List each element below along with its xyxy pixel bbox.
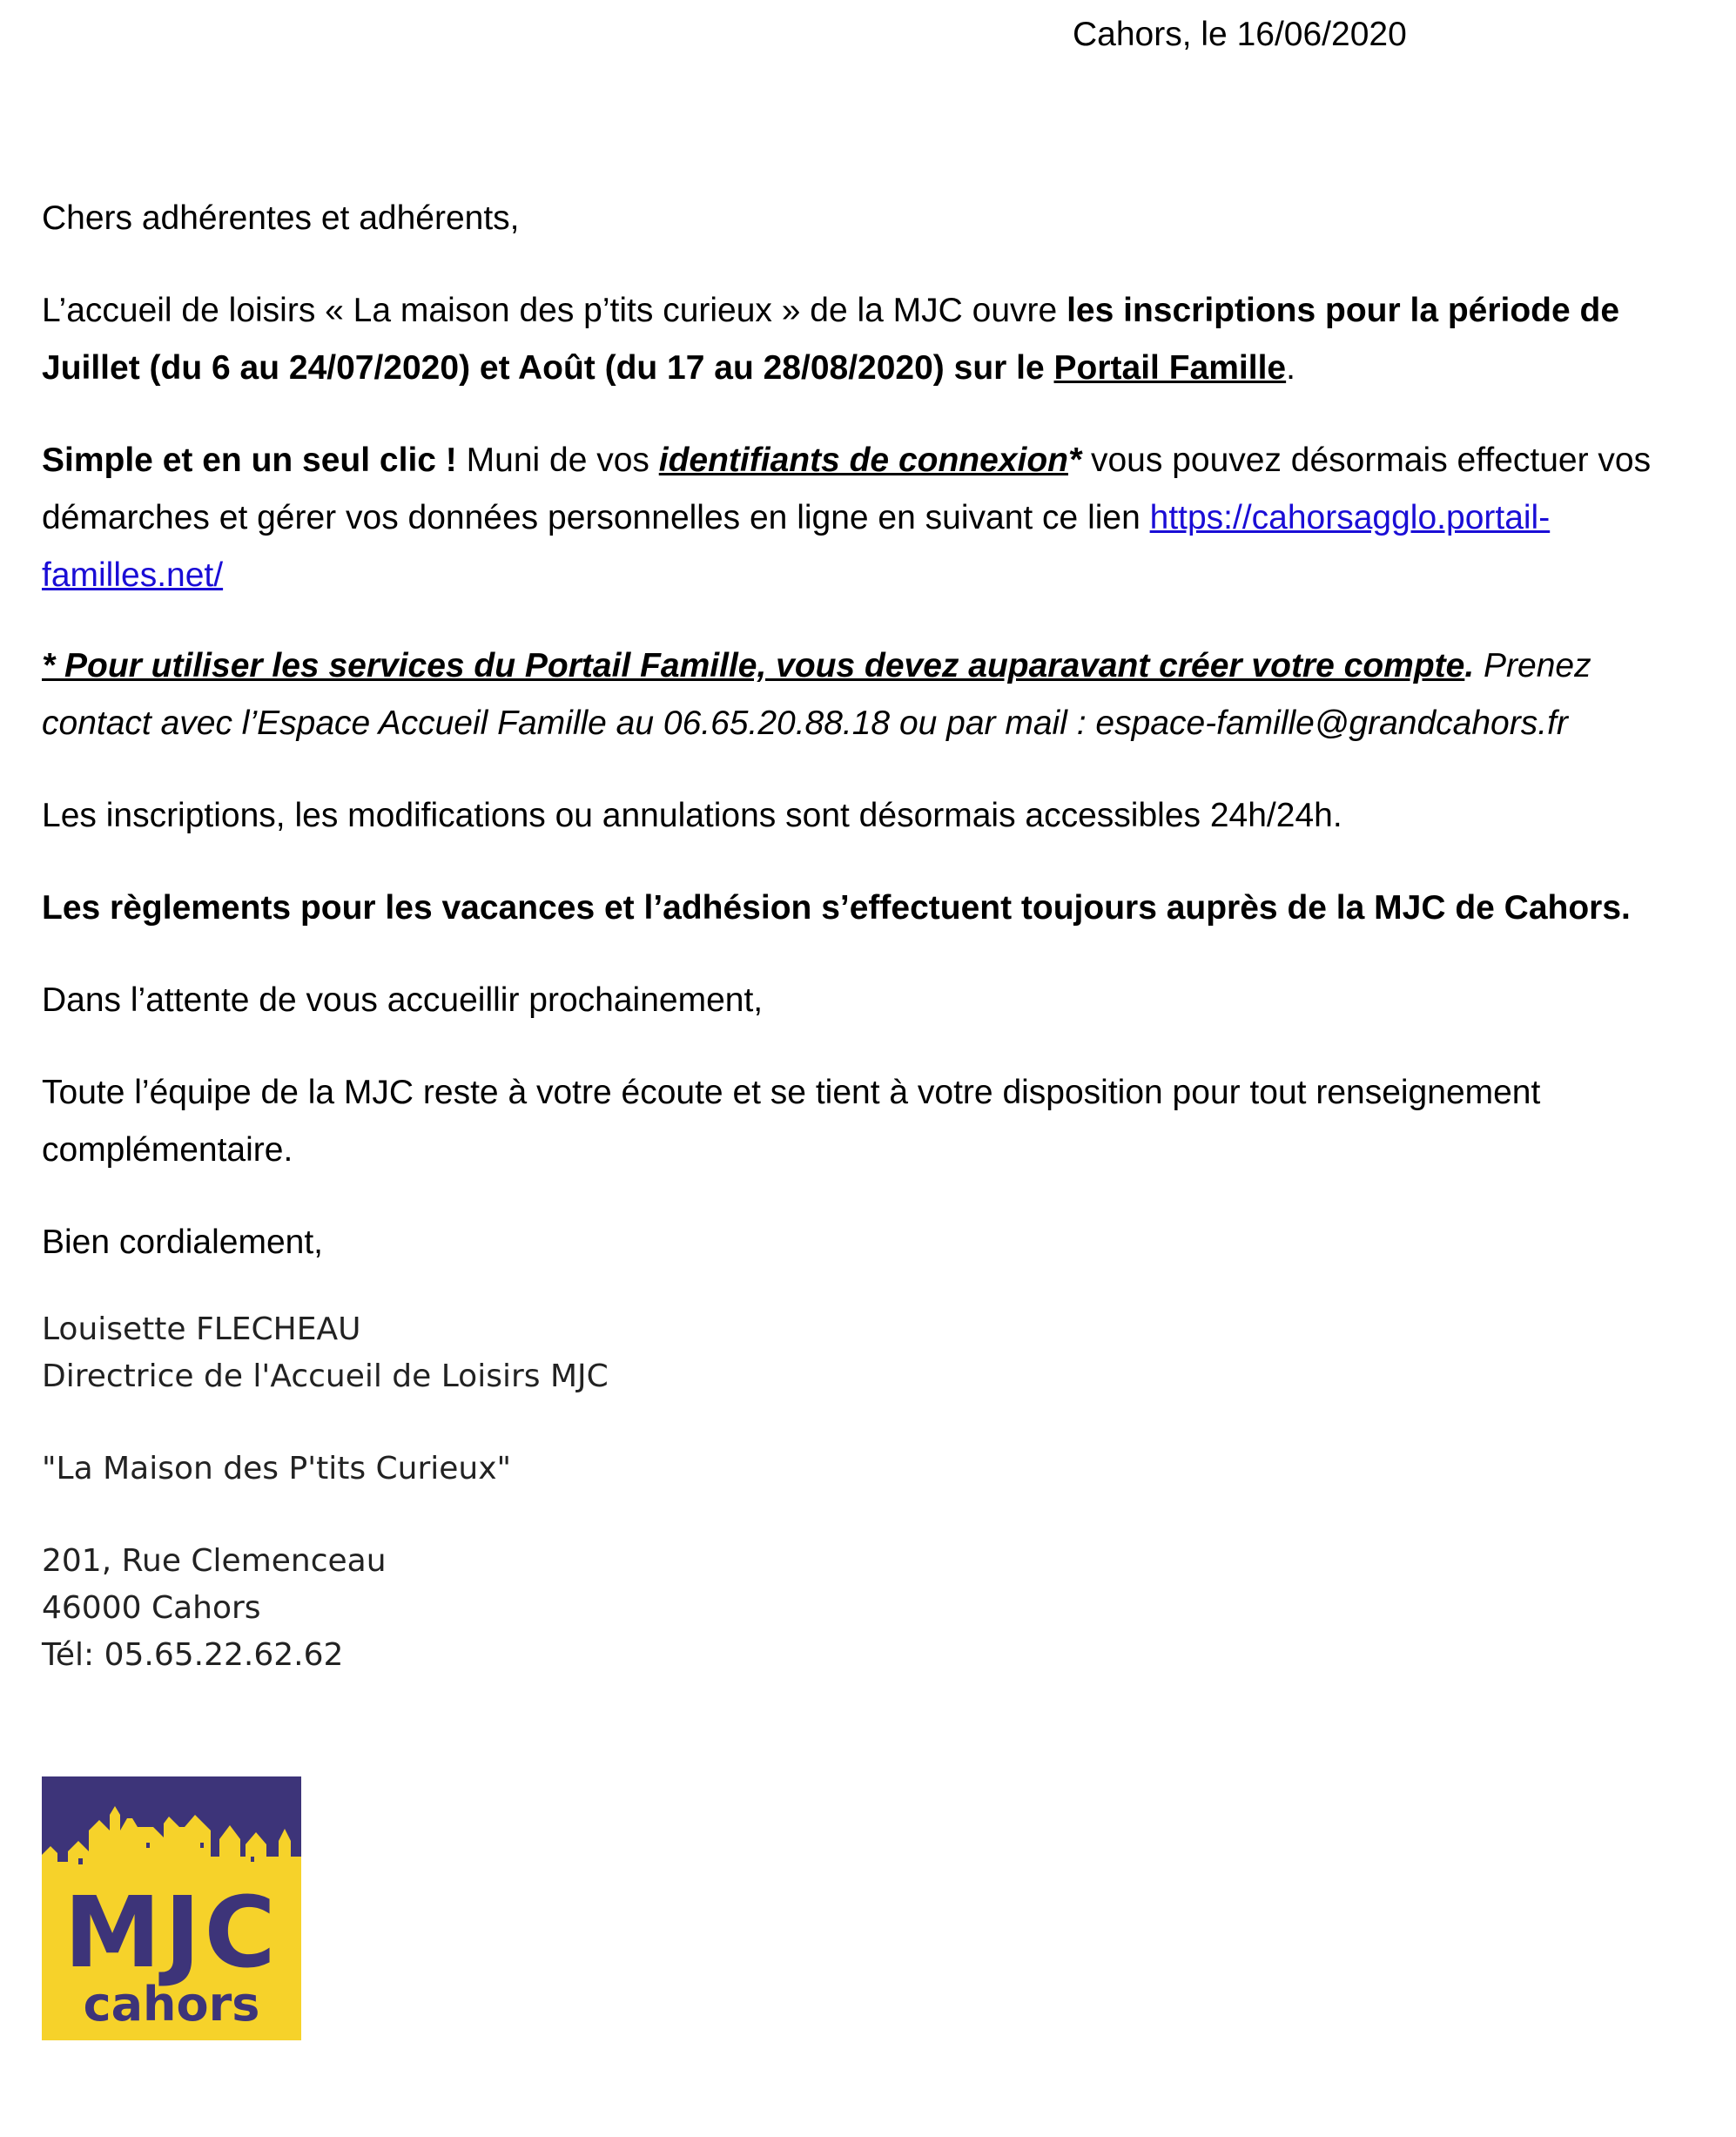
simple-lead: Muni de vos bbox=[466, 442, 659, 479]
simple-rest: vous pouvez désormais effectuer vos démarches et gérer vos données personnelles en ligne en suivant ce lien bbox=[42, 442, 1652, 536]
intro-end: . bbox=[1286, 349, 1295, 387]
portal-url-link[interactable]: https://cahorsagglo.portail-familles.net/ bbox=[42, 499, 1551, 594]
payments-paragraph: Les règlements pour les vacances et l’adhésion s’effectuent toujours auprès de la MJC de Cahors. bbox=[42, 889, 1631, 927]
intro-lead: L’accueil de loisirs « La maison des p’tits curieux » de la MJC ouvre bbox=[42, 292, 1067, 329]
access-paragraph: Les inscriptions, les modifications ou annulations sont désormais accessibles 24h/24h. bbox=[42, 797, 1342, 834]
signature-street: 201, Rue Clemenceau bbox=[42, 1543, 387, 1579]
logo-cahors-text: cahors bbox=[83, 1977, 260, 2032]
team-paragraph: Toute l’équipe de la MJC reste à votre écoute et se tient à votre disposition pour tout renseignement complémentaire. bbox=[42, 1074, 1541, 1169]
intro-paragraph bbox=[42, 282, 1696, 397]
intro-bold: les inscriptions pour la période de Juillet (du 6 au 24/07/2020) et Août (du 17 au 28/08/2020) sur le bbox=[42, 292, 1620, 387]
signature-name: Louisette FLECHEAU bbox=[42, 1311, 361, 1347]
signature-phone: Tél: 05.65.22.62.62 bbox=[42, 1637, 344, 1673]
mjc-cahors-logo bbox=[42, 1776, 301, 2040]
simple-bold: Simple et en un seul clic ! bbox=[42, 442, 467, 479]
account-note-emphasis: * Pour utiliser les services du Portail Famille, vous devez auparavant créer votre compte bbox=[42, 647, 1465, 684]
credentials-text: identifiants de connexion bbox=[658, 442, 1068, 479]
account-note-dot: . bbox=[1464, 647, 1475, 684]
account-note-paragraph bbox=[42, 637, 1696, 752]
signature-city: 46000 Cahors bbox=[42, 1590, 261, 1626]
logo-mjc-text: MJC bbox=[64, 1877, 279, 1990]
credentials-asterisk: * bbox=[1067, 442, 1082, 479]
letter-date: Cahors, le 16/06/2020 bbox=[1073, 16, 1407, 53]
greeting: Chers adhérentes et adhérents, bbox=[42, 199, 520, 237]
signature-title: Directrice de l'Accueil de Loisirs MJC bbox=[42, 1358, 609, 1394]
signature-structure: "La Maison des P'tits Curieux" bbox=[42, 1451, 512, 1486]
portal-famille-link[interactable]: Portail Famille bbox=[1053, 349, 1287, 387]
simple-paragraph bbox=[42, 432, 1696, 604]
waiting-paragraph: Dans l’attente de vous accueillir prochainement, bbox=[42, 981, 764, 1019]
account-note-rest: Prenez contact avec l’Espace Accueil Famille au 06.65.20.88.18 ou par mail : espace-famille@grandcahors.fr bbox=[42, 647, 1591, 742]
closing: Bien cordialement, bbox=[42, 1224, 324, 1261]
